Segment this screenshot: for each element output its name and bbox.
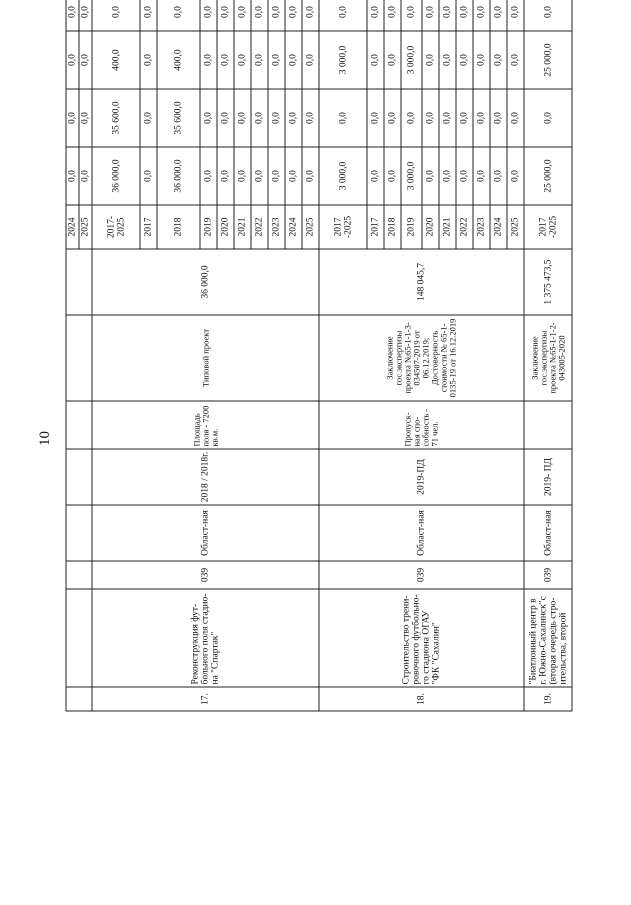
federal-budget-cell: 35 600,0 — [157, 89, 200, 147]
rotated-table-wrapper — [66, 0, 584, 712]
total-funding-cell: 3 000,0 — [319, 147, 367, 205]
local-budget-cell: 0,0 — [384, 0, 401, 31]
regional-budget-cell: 0,0 — [367, 31, 384, 89]
federal-budget-cell: 0,0 — [473, 89, 490, 147]
year-cell: 2021 — [234, 205, 251, 249]
year-cell: 2017 — [367, 205, 384, 249]
estimated-cost-cell: 36 000,0 — [92, 249, 319, 315]
capacity-cell: Площадь поля - 7200 кв.м. — [92, 401, 319, 449]
estimated-cost-cell — [66, 249, 92, 315]
code-cell — [66, 561, 92, 589]
regional-budget-cell: 0,0 — [140, 31, 157, 89]
year-cell: 2018 — [384, 205, 401, 249]
construction-years-cell: 2019- ПД — [524, 449, 572, 505]
regional-budget-cell: 0,0 — [200, 31, 217, 89]
regional-budget-cell: 0,0 — [473, 31, 490, 89]
total-funding-cell: 0,0 — [140, 147, 157, 205]
year-cell: 2025 — [302, 205, 319, 249]
federal-budget-cell: 0,0 — [490, 89, 507, 147]
total-funding-cell: 0,0 — [251, 147, 268, 205]
year-cell: 2019 — [401, 205, 422, 249]
regional-budget-cell: 25 000,0 — [524, 31, 572, 89]
regional-budget-cell: 0,0 — [268, 31, 285, 89]
local-budget-cell: 0,0 — [79, 0, 92, 31]
total-funding-cell: 0,0 — [79, 147, 92, 205]
federal-budget-cell: 0,0 — [384, 89, 401, 147]
code-cell: 039 — [319, 561, 524, 589]
total-funding-cell: 0,0 — [507, 147, 524, 205]
regional-budget-cell: 0,0 — [251, 31, 268, 89]
year-cell: 2022 — [456, 205, 473, 249]
local-budget-cell: 0,0 — [285, 0, 302, 31]
total-funding-cell: 0,0 — [302, 147, 319, 205]
local-budget-cell: 0,0 — [473, 0, 490, 31]
capacity-cell: Пропуск-ная спо-собность - 71 чел. — [319, 401, 524, 449]
regional-budget-cell: 0,0 — [422, 31, 439, 89]
year-cell: 2021 — [439, 205, 456, 249]
regional-budget-cell: 3 000,0 — [319, 31, 367, 89]
ownership-level-cell: Област-ная — [319, 505, 524, 561]
local-budget-cell: 0,0 — [268, 0, 285, 31]
regional-budget-cell: 0,0 — [507, 31, 524, 89]
total-funding-cell: 0,0 — [490, 147, 507, 205]
year-cell: 2022 — [251, 205, 268, 249]
local-budget-cell: 0,0 — [439, 0, 456, 31]
year-cell: 2023 — [268, 205, 285, 249]
estimated-cost-cell: 148 045,7 — [319, 249, 524, 315]
project-docs-cell: Типовой проект — [92, 315, 319, 401]
federal-budget-cell: 0,0 — [319, 89, 367, 147]
federal-budget-cell: 0,0 — [367, 89, 384, 147]
local-budget-cell: 0,0 — [507, 0, 524, 31]
table-row — [66, 0, 79, 711]
year-cell: 2020 — [217, 205, 234, 249]
capacity-cell — [66, 401, 92, 449]
construction-years-cell — [66, 449, 92, 505]
regional-budget-cell: 0,0 — [79, 31, 92, 89]
local-budget-cell: 0,0 — [140, 0, 157, 31]
construction-years-cell: 2019-ПД — [319, 449, 524, 505]
local-budget-cell: 0,0 — [302, 0, 319, 31]
ownership-level-cell — [66, 505, 92, 561]
row-number-cell: 19. — [524, 687, 572, 711]
estimated-cost-cell: 1 375 473,5 — [524, 249, 572, 315]
year-cell: 2024 — [490, 205, 507, 249]
federal-budget-cell: 0,0 — [302, 89, 319, 147]
federal-budget-cell: 0,0 — [66, 89, 79, 147]
table-row — [524, 0, 572, 711]
code-cell: 039 — [92, 561, 319, 589]
total-funding-cell: 36 000,0 — [92, 147, 140, 205]
total-funding-cell: 0,0 — [234, 147, 251, 205]
total-funding-cell: 0,0 — [268, 147, 285, 205]
local-budget-cell: 0,0 — [157, 0, 200, 31]
project-docs-cell — [66, 315, 92, 401]
regional-budget-cell: 0,0 — [285, 31, 302, 89]
row-number-cell: 18. — [319, 687, 524, 711]
federal-budget-cell: 0,0 — [217, 89, 234, 147]
regional-budget-cell: 0,0 — [439, 31, 456, 89]
local-budget-cell: 0,0 — [66, 0, 79, 31]
object-name-cell: "Биатлонный центр в г. Южно-Сахалинск"с (вторая очередь стро-ительства, второй — [524, 589, 572, 687]
total-funding-cell: 3 000,0 — [401, 147, 422, 205]
year-cell: 2018 — [157, 205, 200, 249]
regional-budget-cell: 3 000,0 — [401, 31, 422, 89]
page-number: 10 — [37, 431, 53, 446]
total-funding-cell: 0,0 — [217, 147, 234, 205]
year-cell: 2019 — [200, 205, 217, 249]
construction-years-cell: 2018 / 2018г. — [92, 449, 319, 505]
local-budget-cell: 0,0 — [490, 0, 507, 31]
capacity-cell — [524, 401, 572, 449]
local-budget-cell: 0,0 — [217, 0, 234, 31]
total-funding-cell: 36 000,0 — [157, 147, 200, 205]
year-cell: 2024 — [66, 205, 79, 249]
total-funding-cell: 0,0 — [367, 147, 384, 205]
table-row — [319, 0, 367, 711]
federal-budget-cell: 0,0 — [507, 89, 524, 147]
total-funding-cell: 0,0 — [66, 147, 79, 205]
federal-budget-cell: 0,0 — [285, 89, 302, 147]
project-docs-cell: Заключение гос.экспертизы проекта №65-1-1-3-034507-2019 от 06.12.2019; Достоверность стоимости № 65-1-0135-19 от 16.12.2019 — [319, 315, 524, 401]
ownership-level-cell: Област-ная — [92, 505, 319, 561]
federal-budget-cell: 0,0 — [234, 89, 251, 147]
federal-budget-cell: 0,0 — [439, 89, 456, 147]
year-cell: 2017 — [140, 205, 157, 249]
total-funding-cell: 0,0 — [285, 147, 302, 205]
year-cell: 2025 — [79, 205, 92, 249]
object-name-cell: Реконструкция фут-больного поля стадио-на "Спартак" — [92, 589, 319, 687]
total-funding-cell: 0,0 — [384, 147, 401, 205]
project-docs-cell: Заключение гос.экспертизы проекта №65-1-1-2-043005-2020 — [524, 315, 572, 401]
local-budget-cell: 0,0 — [422, 0, 439, 31]
federal-budget-cell: 0,0 — [79, 89, 92, 147]
total-funding-cell: 0,0 — [200, 147, 217, 205]
year-cell: 2024 — [285, 205, 302, 249]
year-cell: 2017-2025 — [92, 205, 140, 249]
federal-budget-cell: 0,0 — [200, 89, 217, 147]
regional-budget-cell: 0,0 — [234, 31, 251, 89]
local-budget-cell: 0,0 — [524, 0, 572, 31]
year-cell: 2020 — [422, 205, 439, 249]
local-budget-cell: 0,0 — [456, 0, 473, 31]
federal-budget-cell: 0,0 — [268, 89, 285, 147]
local-budget-cell: 0,0 — [367, 0, 384, 31]
total-funding-cell: 25 000,0 — [524, 147, 572, 205]
total-funding-cell: 0,0 — [456, 147, 473, 205]
local-budget-cell: 0,0 — [251, 0, 268, 31]
regional-budget-cell: 400,0 — [92, 31, 140, 89]
table-row — [92, 0, 140, 711]
regional-budget-cell: 0,0 — [66, 31, 79, 89]
local-budget-cell: 0,0 — [234, 0, 251, 31]
year-cell: 2023 — [473, 205, 490, 249]
row-number-cell — [66, 687, 92, 711]
regional-budget-cell: 0,0 — [384, 31, 401, 89]
local-budget-cell: 0,0 — [92, 0, 140, 31]
regional-budget-cell: 0,0 — [217, 31, 234, 89]
regional-budget-cell: 0,0 — [302, 31, 319, 89]
total-funding-cell: 0,0 — [422, 147, 439, 205]
total-funding-cell: 0,0 — [473, 147, 490, 205]
federal-budget-cell: 0,0 — [456, 89, 473, 147]
federal-budget-cell: 35 600,0 — [92, 89, 140, 147]
regional-budget-cell: 0,0 — [456, 31, 473, 89]
federal-budget-cell: 0,0 — [524, 89, 572, 147]
local-budget-cell: 0,0 — [401, 0, 422, 31]
investment-projects-table — [66, 0, 573, 712]
year-cell: 2017 -2025 — [524, 205, 572, 249]
object-name-cell — [66, 589, 92, 687]
code-cell: 039 — [524, 561, 572, 589]
ownership-level-cell: Област-ная — [524, 505, 572, 561]
regional-budget-cell: 0,0 — [490, 31, 507, 89]
regional-budget-cell: 400,0 — [157, 31, 200, 89]
table-body — [66, 0, 572, 711]
local-budget-cell: 0,0 — [200, 0, 217, 31]
federal-budget-cell: 0,0 — [140, 89, 157, 147]
row-number-cell: 17. — [92, 687, 319, 711]
year-cell: 2017 -2025 — [319, 205, 367, 249]
federal-budget-cell: 0,0 — [251, 89, 268, 147]
local-budget-cell: 0,0 — [319, 0, 367, 31]
federal-budget-cell: 0,0 — [422, 89, 439, 147]
year-cell: 2025 — [507, 205, 524, 249]
total-funding-cell: 0,0 — [439, 147, 456, 205]
object-name-cell: Строительство трени-ровочного футбольно-го стадиона ОГАУ "ФК "Сахалин" — [319, 589, 524, 687]
federal-budget-cell: 0,0 — [401, 89, 422, 147]
